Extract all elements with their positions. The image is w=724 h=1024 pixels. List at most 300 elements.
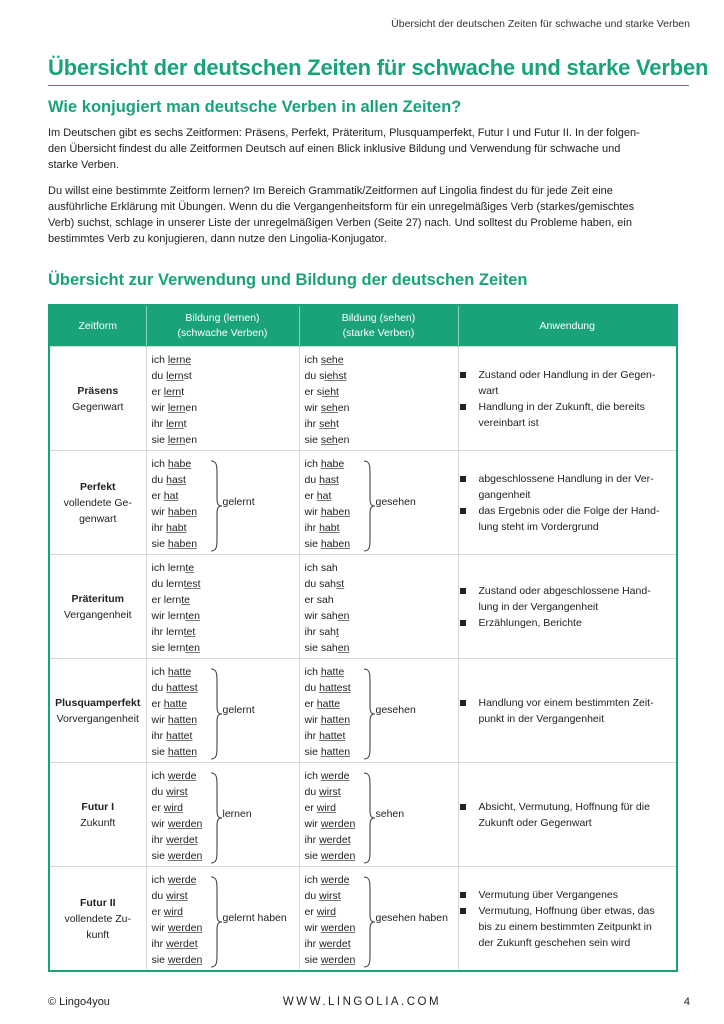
conjugation-part: seh xyxy=(320,401,338,414)
conjugation-line xyxy=(152,872,299,888)
tense-cell xyxy=(49,867,146,972)
conjugation-line xyxy=(152,416,299,432)
conjugation-part: werde xyxy=(320,873,350,886)
conjugation-part: hattest xyxy=(319,681,351,694)
conjugation-part: werdet xyxy=(166,937,198,950)
conjugation-part: wir xyxy=(151,921,168,934)
conjugation-line xyxy=(305,560,458,576)
tense-name: Präteritum xyxy=(71,592,124,605)
paragraph-line: Im Deutschen gibt es sechs Zeitformen: Präsens, Perfekt, Präteritum, Plusquamperfekt, Futur I und Futur II. In der folgen- xyxy=(48,127,640,139)
conjugation-line xyxy=(152,888,299,904)
tense-cell xyxy=(49,555,146,659)
conjugation-part: ihr sah xyxy=(304,625,337,638)
conjugation-part: seh xyxy=(319,417,337,430)
conjugation-part: habt xyxy=(319,521,340,534)
conjugation-line xyxy=(305,848,458,864)
conjugation-part: wir xyxy=(304,921,321,934)
conjugation-line xyxy=(152,624,299,640)
tense-gloss: kunft xyxy=(86,928,110,941)
curly-brace-icon xyxy=(209,772,223,864)
use-text: vereinbart ist xyxy=(478,416,539,429)
conjugation-part: wirst xyxy=(319,785,341,798)
table-row xyxy=(49,763,677,867)
conjugation-part: sie xyxy=(304,849,321,862)
table-row xyxy=(49,867,677,972)
conjugation-part: er xyxy=(151,905,164,918)
use-item xyxy=(459,503,677,535)
section-heading-table: Übersicht zur Verwendung und Bildung der deutschen Zeiten xyxy=(48,271,528,289)
use-text: Vermutung, Hoffnung über etwas, das xyxy=(478,904,655,917)
conjugation-line xyxy=(152,744,299,760)
use-text: punkt in der Vergangenheit xyxy=(478,712,605,725)
conjugation-part: werden xyxy=(320,817,356,830)
conjugation-part: sie xyxy=(151,745,168,758)
conjugation-part: werden xyxy=(167,849,203,862)
page-number: 4 xyxy=(683,996,690,1008)
participle: gelernt xyxy=(222,703,255,716)
conjugation-part: ihr xyxy=(304,833,320,846)
strong-conjugation-cell xyxy=(299,555,458,659)
conjugation-part: du xyxy=(304,681,320,694)
paragraph-line: Verb) suchst, schlage in unserer Liste der unregelmäßigen Verben (Seite 27) nach. Und solltest du Probleme haben, ein xyxy=(48,217,632,229)
conjugation-part: hatte xyxy=(316,697,341,710)
strong-conjugation xyxy=(300,870,458,968)
use-text: gangenheit xyxy=(478,488,531,501)
conjugation-part: du xyxy=(151,473,167,486)
conjugation-part: er xyxy=(304,385,317,398)
conjugation-part: wir xyxy=(304,505,321,518)
paragraph-line: ausführliche Erklärung mit Übungen. Wenn du die Vergangenheitsform für ein unregelmäßiges Verb (starkes/gemischtes xyxy=(48,201,635,213)
conjugation-line xyxy=(305,664,458,680)
conjugation-part: st xyxy=(336,577,345,590)
conjugation-part: ich xyxy=(304,873,321,886)
square-bullet-icon xyxy=(460,700,466,706)
conjugation-part: er xyxy=(151,385,164,398)
curly-brace-icon xyxy=(209,668,223,760)
header-use: Anwendung xyxy=(458,305,677,347)
conjugation-part: wirst xyxy=(319,889,341,902)
conjugation-part: ich xyxy=(151,353,168,366)
tense-name: Präsens xyxy=(77,384,119,397)
participle: gelernt xyxy=(222,495,255,508)
conjugation-part: te xyxy=(181,593,191,606)
conjugation-part: ich xyxy=(151,873,168,886)
conjugation-part: ten xyxy=(185,609,200,622)
conjugation-part: sie xyxy=(151,433,168,446)
conjugation-part: er xyxy=(304,489,317,502)
conjugation-part: seh xyxy=(320,433,338,446)
conjugation-part: wirst xyxy=(166,889,188,902)
use-cell xyxy=(458,451,677,555)
tenses-table xyxy=(48,304,678,972)
use-list xyxy=(459,695,677,727)
conjugation-part: ihr xyxy=(304,729,320,742)
conjugation-line xyxy=(152,384,299,400)
conjugation-part: ihr lern xyxy=(151,625,184,638)
conjugation-part: st xyxy=(183,369,192,382)
conjugation-part: lern xyxy=(163,385,182,398)
table-row xyxy=(49,451,677,555)
conjugation-line xyxy=(305,456,458,472)
strong-conjugation xyxy=(300,662,458,760)
tense-gloss: Vergangenheit xyxy=(63,608,132,621)
conjugation-part: hatte xyxy=(167,665,192,678)
use-cell xyxy=(458,867,677,972)
header-weak-line2: (schwache Verben) xyxy=(177,327,268,339)
conjugation-part: werden xyxy=(320,921,356,934)
use-text: Vermutung über Vergangenes xyxy=(478,888,619,901)
use-text: das Ergebnis oder die Folge der Hand- xyxy=(478,504,660,517)
conjugation-part: werdet xyxy=(319,937,351,950)
conjugation-part: du xyxy=(304,785,320,798)
running-head: Übersicht der deutschen Zeiten für schwache und starke Verben xyxy=(391,18,690,30)
conjugation-line xyxy=(152,848,299,864)
weak-conjugation xyxy=(147,766,299,864)
conjugation-part: hattest xyxy=(166,681,198,694)
conjugation-part: werde xyxy=(320,769,350,782)
tense-cell xyxy=(49,451,146,555)
conjugation-part: ich xyxy=(151,769,168,782)
participle: gelernt haben xyxy=(222,911,287,924)
strong-conjugation-cell xyxy=(299,347,458,451)
use-list xyxy=(459,887,677,951)
conjugation-part: s xyxy=(316,385,323,398)
tense-cell xyxy=(49,347,146,451)
conjugation-part: hatten xyxy=(167,745,198,758)
weak-conjugation-cell xyxy=(146,867,299,972)
conjugation-line xyxy=(305,640,458,656)
conjugation-part: t xyxy=(336,417,339,430)
strong-conjugation-cell xyxy=(299,451,458,555)
conjugation-part: er xyxy=(304,697,317,710)
conjugation-part: er sah xyxy=(304,593,334,606)
intro-paragraph-1 xyxy=(48,125,678,173)
conjugation-part: du xyxy=(304,473,320,486)
conjugation-part: du sah xyxy=(304,577,337,590)
conjugation-part: wir xyxy=(151,505,168,518)
conjugation-part: ihr xyxy=(304,937,320,950)
use-item xyxy=(459,799,677,831)
square-bullet-icon xyxy=(460,892,466,898)
conjugation-line xyxy=(305,368,458,384)
conjugation-part: habt xyxy=(166,521,187,534)
conjugation-part: lern xyxy=(166,369,184,382)
conjugation-part: ich xyxy=(304,769,321,782)
conjugation-part: du xyxy=(151,681,167,694)
use-item xyxy=(459,471,677,503)
conjugation-line xyxy=(152,368,299,384)
participle: gesehen xyxy=(375,703,416,716)
conjugation-part: hat xyxy=(163,489,179,502)
strong-conjugation xyxy=(300,766,458,864)
conjugation-part: en xyxy=(185,433,198,446)
conjugation-part: wir xyxy=(304,817,321,830)
use-text: Handlung vor einem bestimmten Zeit- xyxy=(478,696,654,709)
conjugation-part: ihr xyxy=(151,833,167,846)
conjugation-part: en xyxy=(337,433,350,446)
strong-conjugation xyxy=(300,454,458,552)
weak-conjugation-cell xyxy=(146,659,299,763)
conjugation-part: t xyxy=(181,385,185,398)
conjugation-line xyxy=(305,520,458,536)
conjugation-part: du xyxy=(304,369,320,382)
conjugation-part: werden xyxy=(167,953,203,966)
conjugation-line xyxy=(305,608,458,624)
square-bullet-icon xyxy=(460,476,466,482)
conjugation-part: t xyxy=(183,417,187,430)
weak-conjugation xyxy=(147,558,299,656)
conjugation-part: en xyxy=(337,641,350,654)
conjugation-part: werden xyxy=(167,921,203,934)
square-bullet-icon xyxy=(460,804,466,810)
use-item xyxy=(459,695,677,727)
conjugation-line xyxy=(152,432,299,448)
conjugation-line xyxy=(152,952,299,968)
conjugation-line xyxy=(152,640,299,656)
conjugation-part: ich sah xyxy=(304,561,338,574)
use-item xyxy=(459,903,677,951)
use-list xyxy=(459,799,677,831)
conjugation-line xyxy=(305,832,458,848)
use-cell xyxy=(458,763,677,867)
square-bullet-icon xyxy=(460,588,466,594)
conjugation-part: er lern xyxy=(151,593,182,606)
use-text: Handlung in der Zukunft, die bereits xyxy=(478,400,645,413)
conjugation-part: werde xyxy=(167,873,197,886)
conjugation-part: lerne xyxy=(167,353,192,366)
conjugation-line xyxy=(152,456,299,472)
conjugation-part: habe xyxy=(167,457,192,470)
strong-conjugation-cell xyxy=(299,867,458,972)
conjugation-part: werdet xyxy=(166,833,198,846)
conjugation-line xyxy=(305,872,458,888)
use-item xyxy=(459,583,677,615)
conjugation-part: du xyxy=(151,889,167,902)
conjugation-part: werde xyxy=(167,769,197,782)
conjugation-part: werdet xyxy=(319,833,351,846)
conjugation-part: hatten xyxy=(320,713,351,726)
conjugation-line xyxy=(152,832,299,848)
use-text: Zustand oder abgeschlossene Hand- xyxy=(478,584,651,597)
tense-gloss: vollendete Zu- xyxy=(64,912,132,925)
conjugation-part: ihr xyxy=(151,729,167,742)
tense-gloss: Vorvergangenheit xyxy=(56,712,139,725)
conjugation-part: wir sah xyxy=(304,609,338,622)
conjugation-part: wir xyxy=(151,401,168,414)
use-text: Zustand oder Handlung in der Gegen- xyxy=(478,368,656,381)
conjugation-line xyxy=(305,592,458,608)
weak-conjugation xyxy=(147,350,299,448)
page-title: Übersicht der deutschen Zeiten für schwache und starke Verben xyxy=(48,55,709,80)
conjugation-part: test xyxy=(183,577,201,590)
paragraph-line: starke Verben. xyxy=(48,159,119,171)
conjugation-line xyxy=(305,728,458,744)
conjugation-part: werden xyxy=(320,849,356,862)
conjugation-part: sehe xyxy=(320,353,344,366)
conjugation-part: wird xyxy=(316,905,337,918)
conjugation-part: du xyxy=(151,369,167,382)
title-rule xyxy=(48,85,689,86)
use-item xyxy=(459,615,677,631)
conjugation-part: wir xyxy=(151,713,168,726)
square-bullet-icon xyxy=(460,372,466,378)
conjugation-line xyxy=(305,936,458,952)
conjugation-part: du lern xyxy=(151,577,184,590)
weak-conjugation-cell xyxy=(146,451,299,555)
conjugation-part: haben xyxy=(320,505,351,518)
use-cell xyxy=(458,659,677,763)
conjugation-line xyxy=(152,592,299,608)
conjugation-part: ie xyxy=(324,369,333,382)
conjugation-part: werden xyxy=(320,953,356,966)
use-text: lung steht im Vordergrund xyxy=(478,520,599,533)
tense-gloss: Zukunft xyxy=(80,816,116,829)
conjugation-part: haben xyxy=(167,505,198,518)
paragraph-line: den Übersicht findest du alle Zeitformen Deutsch auf einen Blick inklusive Bildung und Verwendung für schwache und xyxy=(48,143,621,155)
conjugation-part: er xyxy=(304,801,317,814)
conjugation-part: en xyxy=(337,401,350,414)
use-list xyxy=(459,583,677,631)
table-row xyxy=(49,659,677,763)
conjugation-part: er xyxy=(151,489,164,502)
conjugation-part: hatten xyxy=(167,713,198,726)
site-url[interactable]: WWW.LINGOLIA.COM xyxy=(282,996,442,1008)
conjugation-part: sie xyxy=(151,537,168,550)
conjugation-line xyxy=(152,768,299,784)
use-text: abgeschlossene Handlung in der Ver- xyxy=(478,472,654,485)
table-row xyxy=(49,555,677,659)
participle: gesehen haben xyxy=(375,911,448,924)
copyright: © Lingo4you xyxy=(48,996,110,1008)
conjugation-part: lern xyxy=(166,417,184,430)
conjugation-line xyxy=(305,952,458,968)
use-text: lung in der Vergangenheit xyxy=(478,600,599,613)
conjugation-part: ihr xyxy=(151,521,167,534)
conjugation-part: ihr xyxy=(151,937,167,950)
curly-brace-icon xyxy=(209,460,223,552)
conjugation-part: werden xyxy=(167,817,203,830)
header-weak xyxy=(146,305,299,347)
conjugation-line xyxy=(152,576,299,592)
conjugation-part: sie xyxy=(151,849,168,862)
curly-brace-icon xyxy=(362,772,376,864)
conjugation-line xyxy=(305,680,458,696)
conjugation-part: du xyxy=(304,889,320,902)
conjugation-part: wir xyxy=(151,817,168,830)
use-cell xyxy=(458,347,677,451)
conjugation-part: du xyxy=(151,785,167,798)
strong-conjugation xyxy=(300,350,458,448)
conjugation-line xyxy=(305,784,458,800)
use-text: Absicht, Vermutung, Hoffnung für die xyxy=(478,800,650,813)
conjugation-part: haben xyxy=(320,537,351,550)
conjugation-part: sie xyxy=(304,745,321,758)
participle: lernen xyxy=(222,807,252,820)
header-strong xyxy=(299,305,458,347)
weak-conjugation-cell xyxy=(146,763,299,867)
conjugation-part: te xyxy=(185,561,195,574)
conjugation-part: lern xyxy=(167,401,186,414)
conjugation-part: en xyxy=(337,609,350,622)
conjugation-part: hatte xyxy=(163,697,188,710)
section-heading-conjugation: Wie konjugiert man deutsche Verben in allen Zeiten? xyxy=(48,98,462,116)
conjugation-line xyxy=(305,432,458,448)
conjugation-line xyxy=(152,400,299,416)
use-list xyxy=(459,367,677,431)
use-item xyxy=(459,367,677,399)
conjugation-line xyxy=(305,352,458,368)
conjugation-part: hast xyxy=(166,473,186,486)
use-item xyxy=(459,887,677,903)
conjugation-line xyxy=(152,664,299,680)
conjugation-part: hat xyxy=(316,489,332,502)
conjugation-line xyxy=(305,744,458,760)
tense-name: Futur II xyxy=(79,896,116,909)
conjugation-part: tet xyxy=(183,625,196,638)
conjugation-part: sie xyxy=(151,953,168,966)
tense-name: Plusquamperfekt xyxy=(55,696,141,709)
tense-gloss: Gegenwart xyxy=(72,400,124,413)
participle: sehen xyxy=(375,807,405,820)
conjugation-line xyxy=(305,888,458,904)
conjugation-part: sie sah xyxy=(304,641,338,654)
square-bullet-icon xyxy=(460,908,466,914)
conjugation-line xyxy=(152,608,299,624)
square-bullet-icon xyxy=(460,620,466,626)
tense-cell xyxy=(49,659,146,763)
weak-conjugation xyxy=(147,870,299,968)
use-text: wart xyxy=(478,384,499,397)
conjugation-part: ich xyxy=(304,353,321,366)
table-row xyxy=(49,347,677,451)
tense-cell xyxy=(49,763,146,867)
conjugation-part: sie lern xyxy=(151,641,186,654)
conjugation-part: hast xyxy=(319,473,339,486)
weak-conjugation-cell xyxy=(146,555,299,659)
strong-conjugation-cell xyxy=(299,659,458,763)
conjugation-part: wird xyxy=(163,801,184,814)
conjugation-part: ten xyxy=(185,641,200,654)
conjugation-part: ich xyxy=(304,665,321,678)
curly-brace-icon xyxy=(362,668,376,760)
conjugation-part: wir xyxy=(304,713,321,726)
use-list xyxy=(459,471,677,535)
conjugation-part: ich lern xyxy=(151,561,186,574)
tense-gloss: genwart xyxy=(79,512,117,525)
conjugation-part: sie xyxy=(304,433,321,446)
strong-conjugation-cell xyxy=(299,763,458,867)
tense-name: Perfekt xyxy=(79,480,116,493)
conjugation-part: ihr xyxy=(151,417,167,430)
weak-conjugation-cell xyxy=(146,347,299,451)
conjugation-part: t xyxy=(336,625,339,638)
conjugation-part: ich xyxy=(151,457,168,470)
conjugation-line xyxy=(305,576,458,592)
conjugation-part: en xyxy=(185,401,198,414)
conjugation-line xyxy=(152,680,299,696)
conjugation-part: hst xyxy=(332,369,347,382)
conjugation-line xyxy=(305,624,458,640)
header-weak-line1: Bildung (lernen) xyxy=(185,312,260,324)
use-text: Erzählungen, Berichte xyxy=(478,616,582,629)
conjugation-line xyxy=(152,520,299,536)
header-strong-line2: (starke Verben) xyxy=(342,327,415,339)
weak-conjugation xyxy=(147,454,299,552)
conjugation-line xyxy=(305,768,458,784)
conjugation-part: ich xyxy=(304,457,321,470)
header-strong-line1: Bildung (sehen) xyxy=(341,312,416,324)
conjugation-part: sie xyxy=(304,537,321,550)
